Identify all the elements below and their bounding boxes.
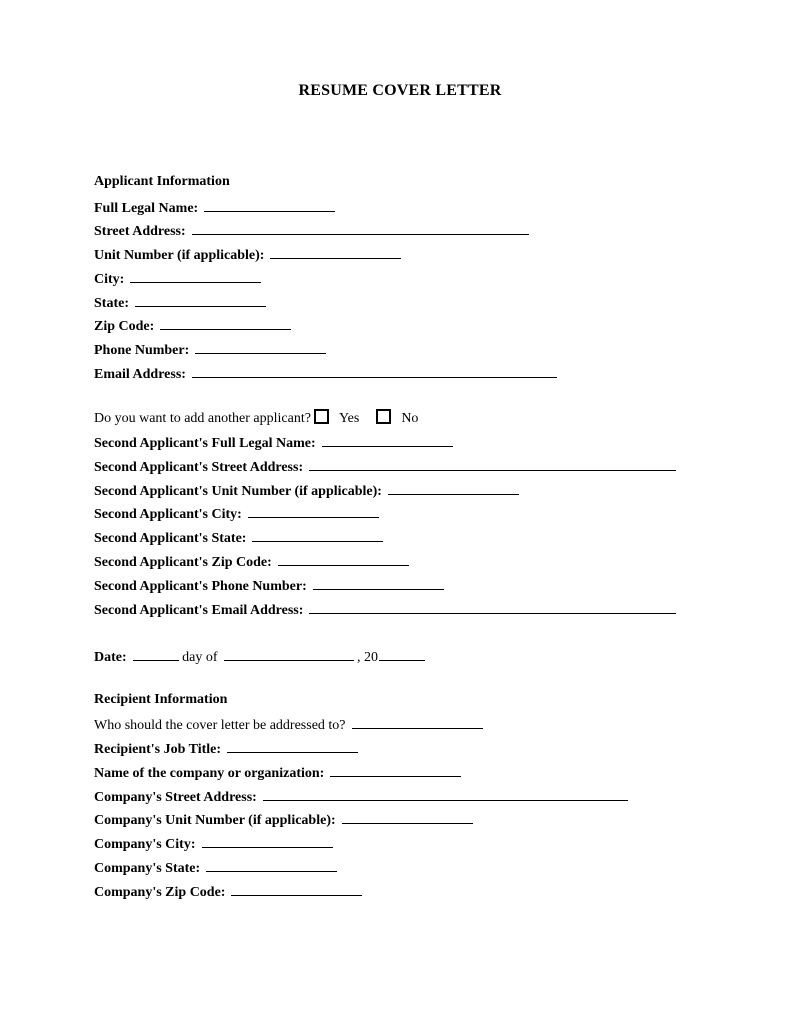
company-state-row — [94, 858, 337, 876]
applicant-city-row — [94, 269, 261, 287]
applicant-unit-row — [94, 245, 401, 263]
company-state-field[interactable] — [206, 858, 337, 872]
second-street-field[interactable] — [309, 457, 676, 471]
company-city-row — [94, 834, 333, 852]
applicant-city-label: City: — [94, 272, 125, 287]
company-name-row — [94, 763, 461, 781]
company-city-label: Company's City: — [94, 837, 196, 852]
recipient-addressed-to-field[interactable] — [352, 715, 483, 729]
recipient-addressed-to-label: Who should the cover letter be addressed to? — [94, 718, 346, 733]
second-phone-label: Second Applicant's Phone Number: — [94, 579, 307, 594]
second-city-row — [94, 504, 379, 522]
second-full-name-field[interactable] — [322, 433, 453, 447]
company-zip-label: Company's Zip Code: — [94, 885, 226, 900]
second-unit-row — [94, 481, 519, 499]
company-street-field[interactable] — [263, 787, 628, 801]
second-street-row — [94, 457, 676, 475]
yes-checkbox[interactable] — [314, 409, 329, 424]
second-email-label: Second Applicant's Email Address: — [94, 603, 304, 618]
date-row — [94, 647, 425, 665]
applicant-zip-row — [94, 316, 291, 334]
second-state-label: Second Applicant's State: — [94, 531, 247, 546]
applicant-zip-label: Zip Code: — [94, 319, 155, 334]
applicant-street-label: Street Address: — [94, 224, 186, 239]
applicant-street-row — [94, 221, 529, 239]
second-email-row — [94, 600, 676, 618]
applicant-state-field[interactable] — [135, 293, 266, 307]
second-zip-row — [94, 552, 409, 570]
applicant-phone-field[interactable] — [195, 340, 326, 354]
company-zip-field[interactable] — [231, 882, 362, 896]
applicant-city-field[interactable] — [130, 269, 261, 283]
applicant-unit-label: Unit Number (if applicable): — [94, 248, 265, 263]
company-street-label: Company's Street Address: — [94, 790, 257, 805]
second-unit-label: Second Applicant's Unit Number (if applicable): — [94, 484, 382, 499]
date-month-field[interactable] — [224, 647, 354, 661]
no-checkbox[interactable] — [376, 409, 391, 424]
company-name-field[interactable] — [330, 763, 461, 777]
second-phone-row — [94, 576, 444, 594]
date-label: Date: — [94, 650, 127, 665]
second-full-name-row — [94, 433, 453, 451]
no-label: No — [401, 411, 419, 426]
applicant-full-name-field[interactable] — [204, 198, 335, 212]
recipient-section-heading: Recipient Information — [94, 692, 228, 707]
date-day-field[interactable] — [133, 647, 179, 661]
second-phone-field[interactable] — [313, 576, 444, 590]
second-full-name-label: Second Applicant's Full Legal Name: — [94, 436, 316, 451]
applicant-phone-label: Phone Number: — [94, 343, 190, 358]
applicant-email-row — [94, 364, 557, 382]
applicant-section-heading: Applicant Information — [94, 174, 230, 189]
recipient-job-title-label: Recipient's Job Title: — [94, 742, 222, 757]
applicant-street-field[interactable] — [192, 221, 529, 235]
applicant-unit-field[interactable] — [270, 245, 401, 259]
second-state-row — [94, 528, 383, 546]
document-title: RESUME COVER LETTER — [298, 82, 502, 99]
recipient-job-title-row — [94, 739, 358, 757]
applicant-phone-row — [94, 340, 326, 358]
second-state-field[interactable] — [252, 528, 383, 542]
applicant-full-name-row — [94, 198, 335, 216]
recipient-addressed-to-row — [94, 715, 483, 733]
applicant-zip-field[interactable] — [160, 316, 291, 330]
company-unit-field[interactable] — [342, 810, 473, 824]
company-name-label: Name of the company or organization: — [94, 766, 325, 781]
second-zip-label: Second Applicant's Zip Code: — [94, 555, 272, 570]
second-zip-field[interactable] — [278, 552, 409, 566]
another-applicant-question: Do you want to add another applicant? — [94, 411, 311, 426]
second-city-label: Second Applicant's City: — [94, 507, 242, 522]
company-city-field[interactable] — [202, 834, 333, 848]
applicant-full-name-label: Full Legal Name: — [94, 201, 199, 216]
yes-label: Yes — [338, 411, 360, 426]
recipient-job-title-field[interactable] — [227, 739, 358, 753]
date-day-of-text: day of — [182, 650, 218, 665]
second-email-field[interactable] — [309, 600, 676, 614]
date-year-prefix: , 20 — [357, 650, 379, 665]
date-year-field[interactable] — [379, 647, 425, 661]
company-unit-row — [94, 810, 473, 828]
company-state-label: Company's State: — [94, 861, 201, 876]
second-city-field[interactable] — [248, 504, 379, 518]
company-street-row — [94, 787, 628, 805]
applicant-state-label: State: — [94, 296, 129, 311]
applicant-email-label: Email Address: — [94, 367, 186, 382]
applicant-email-field[interactable] — [192, 364, 557, 378]
second-street-label: Second Applicant's Street Address: — [94, 460, 304, 475]
second-unit-field[interactable] — [388, 481, 519, 495]
another-applicant-row — [94, 409, 418, 427]
company-zip-row — [94, 882, 362, 900]
company-unit-label: Company's Unit Number (if applicable): — [94, 813, 336, 828]
applicant-state-row — [94, 293, 266, 311]
